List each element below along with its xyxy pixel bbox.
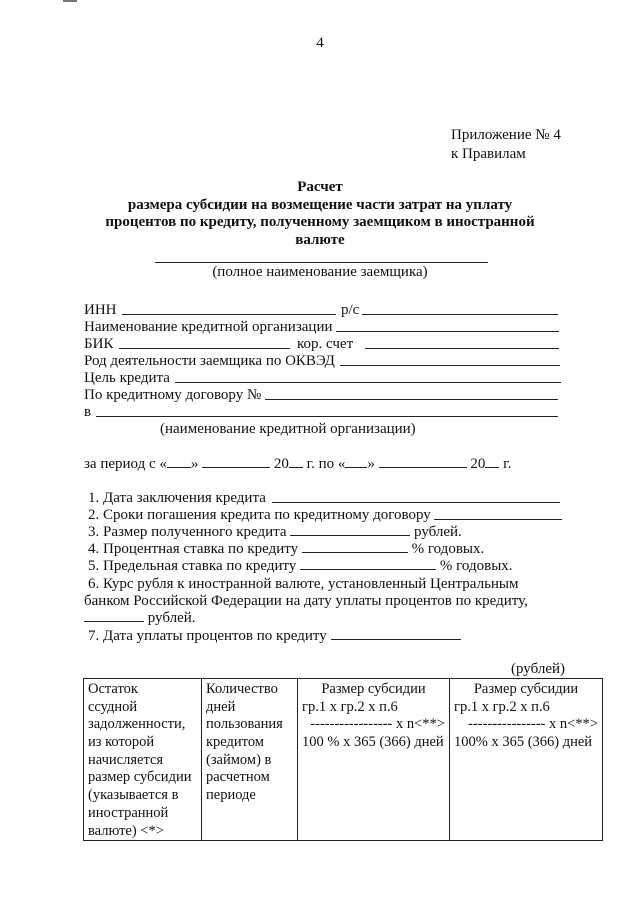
rs-label: р/с [341,302,360,318]
subsidy-table [83,678,603,841]
top-edge-mark [63,0,77,2]
col4-dash: ---------------- х n<**> [468,716,598,733]
in-label: в [84,404,92,420]
okved-label: Род деятельности заемщика по ОКВЭД [84,353,335,369]
title-line-2: размера субсидии на возмещение части затрат на уплату [127,197,513,213]
inn-line [122,314,336,315]
item-5-label: 5. Предельная ставка по кредиту [88,558,297,574]
period-line [84,455,511,473]
col1-line: иностранной [88,804,169,821]
contract-label: По кредитному договору № [84,387,262,403]
title-line-1: Расчет [297,179,343,195]
period-from: за период с « [84,456,167,472]
item-5 [88,557,513,575]
period-mid: г. по « [306,456,346,472]
appendix-line-2: к Правилам [451,146,526,162]
credit-org-line [336,331,559,332]
col4-bottom: 100% х 365 (366) дней [454,734,593,751]
title-line-3: процентов по кредиту, полученному заемщиком в иностранной [105,214,535,230]
item-5-blank [300,557,436,570]
item-6-line-1: 6. Курс рубля к иностранной валюте, установленный Центральным [88,576,519,592]
item-4-label: 4. Процентная ставка по кредиту [88,541,299,557]
col1-line: из которой [88,734,155,751]
col2-line: периоде [206,787,256,804]
credit-org-label: Наименование кредитной организации [84,319,333,335]
col2-line: (займом) в [206,751,272,768]
period-year1: 20 [273,456,289,472]
item-3-label: 3. Размер полученного кредита [88,524,287,540]
table-col-2-header [202,679,298,841]
item-6-unit: рублей. [147,610,196,626]
col4-top: Размер субсидии [473,681,579,697]
purpose-label: Цель кредита [84,370,170,386]
item-7 [88,627,461,645]
item-3-unit: рублей. [414,524,462,540]
page-number: 4 [316,35,324,51]
period-q2: » [367,456,375,472]
item-6-blank [84,609,144,622]
table-unit: (рублей) [511,661,566,677]
period-q1: » [190,456,199,472]
col1-line: размер субсидии [88,769,192,786]
period-day2-blank [345,455,367,468]
col4-formula: гр.1 х гр.2 х п.6 [454,698,550,715]
inn-label: ИНН [84,302,117,318]
table-col-3-header [298,679,450,841]
period-year2-blank [485,455,499,468]
in-line [96,416,558,417]
period-year2: 20 [470,456,486,472]
item-6-line-2: банком Российской Федерации на дату уплаты процентов по кредиту, [84,593,528,609]
period-month1-blank [202,455,270,468]
item-7-blank [331,627,461,640]
col2-line: пользования [206,716,283,733]
period-end: г. [503,456,512,472]
kor-line [365,348,559,349]
col2-line: кредитом [206,734,264,751]
borrower-caption: (полное наименование заемщика) [212,264,428,280]
period-year1-blank [289,455,303,468]
col3-dash: ----------------- х n<**> [310,716,445,733]
title-line-4: валюте [295,232,345,248]
purpose-line [175,382,561,383]
table-col-4-header [450,679,603,841]
item-7-label: 7. Дата уплаты процентов по кредиту [88,628,327,644]
item-4-blank [302,540,408,553]
contract-line [265,399,558,400]
bik-label: БИК [84,336,114,352]
item-3 [88,523,462,541]
item-1-line [272,502,560,503]
col1-line: ссудной [88,698,138,715]
item-4 [88,540,484,558]
col3-formula: гр.1 х гр.2 х п.6 [302,698,398,715]
item-3-blank [290,523,410,536]
col1-line: задолженности, [88,716,186,733]
bik-line [119,348,290,349]
col2-line: Количество [206,681,278,697]
col1-line: (указывается в [88,787,179,804]
col1-line: начисляется [88,751,164,768]
rs-line [362,314,558,315]
period-day1-blank [167,455,191,468]
table-col-1-header [84,679,202,841]
period-month2-blank [379,455,467,468]
item-2: 2. Сроки погашения кредита по кредитному договору [88,507,431,523]
col1-line: валюте) <*> [88,822,164,839]
col1-line: Остаток [88,681,138,697]
table-row [84,679,603,841]
item-6-line-3 [84,609,196,627]
col2-line: расчетном [206,769,270,786]
kor-label: кор. счет [297,336,354,352]
item-5-unit: % годовых. [439,558,513,574]
okved-line [340,365,560,366]
col2-line: дней [206,698,236,715]
item-2-line [434,519,562,520]
item-4-unit: % годовых. [411,541,485,557]
col3-bottom: 100 % х 365 (366) дней [302,734,444,751]
col3-top: Размер субсидии [321,681,426,697]
credit-org-caption: (наименование кредитной организации) [160,421,416,437]
item-1: 1. Дата заключения кредита [88,490,266,506]
appendix-line-1: Приложение № 4 [451,127,561,143]
